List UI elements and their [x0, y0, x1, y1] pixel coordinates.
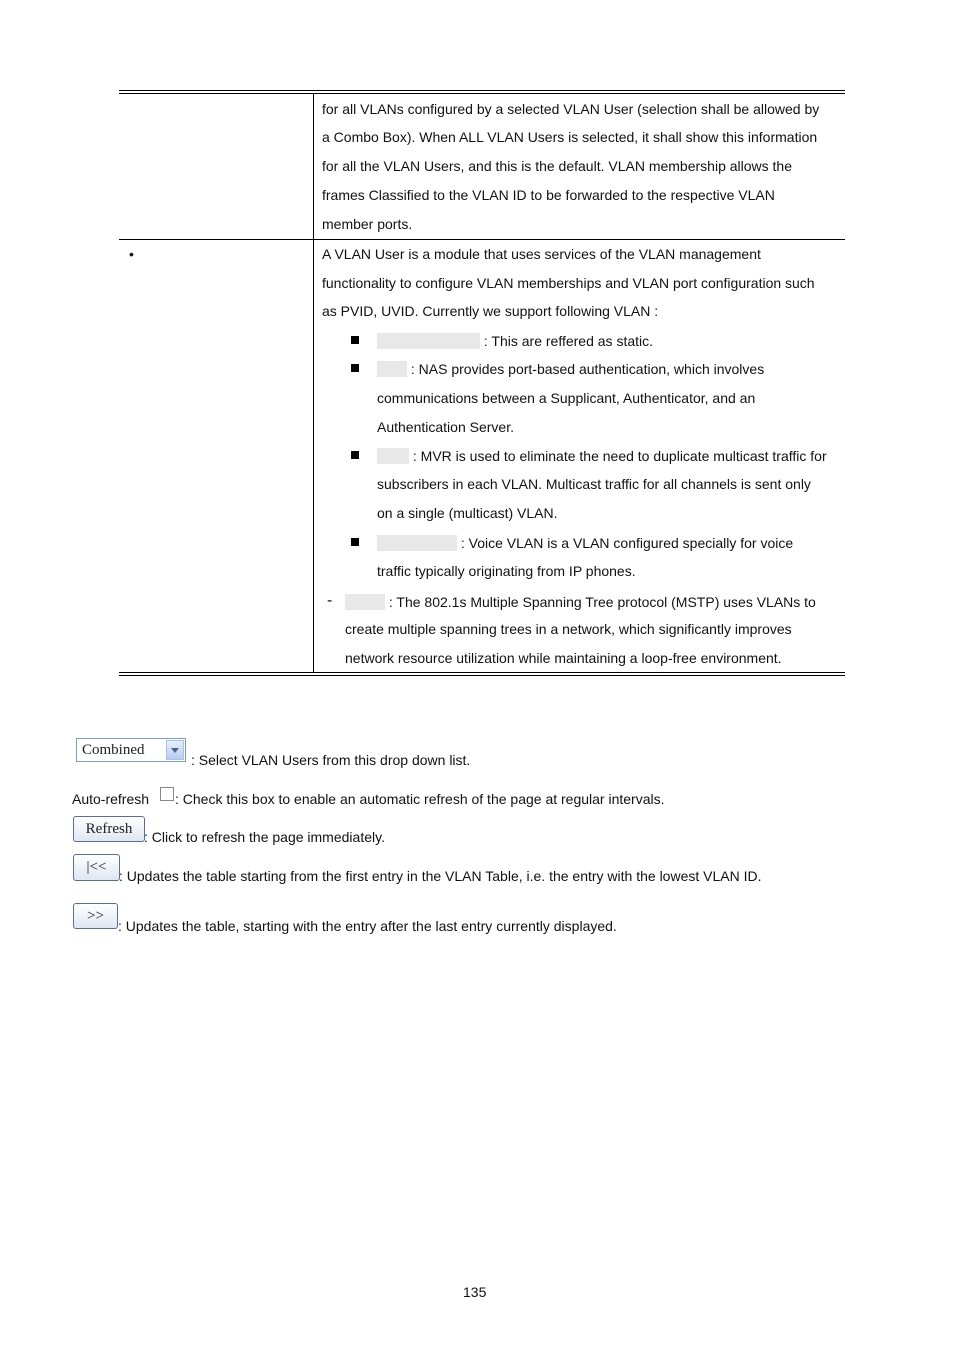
- next-page-desc: : Updates the table, starting with the entry after the last entry currently displayed.: [118, 918, 617, 934]
- row1-line-4: frames Classified to the VLAN ID to be forwarded to the respective VLAN: [322, 187, 775, 203]
- first-page-desc: : Updates the table starting from the first entry in the VLAN Table, i.e. the entry with the lowest VLAN ID.: [119, 868, 762, 884]
- voice-desc-1: : Voice VLAN is a VLAN configured specially for voice: [460, 535, 794, 551]
- mstp-desc-3: network resource utilization while maintaining a loop-free environment.: [345, 650, 782, 666]
- mstp-item: [345, 594, 816, 610]
- mvr-item: [377, 448, 827, 464]
- table-column-divider: [313, 94, 314, 672]
- row1-line-2: a Combo Box). When ALL VLAN Users is selected, it shall show this information: [322, 129, 818, 145]
- mvr-desc-2: subscribers in each VLAN. Multicast traffic for all channels is sent only: [377, 476, 811, 492]
- square-bullet-icon: [351, 538, 359, 546]
- mvr-desc-3: on a single (multicast) VLAN.: [377, 505, 558, 521]
- autorefresh-desc: : Check this box to enable an automatic refresh of the page at regular intervals.: [175, 791, 665, 807]
- static-desc: : This are reffered as static.: [483, 333, 654, 349]
- redacted-term: [377, 333, 480, 349]
- mstp-desc-2: create multiple spanning trees in a network, which significantly improves: [345, 621, 792, 637]
- mvr-desc-1: : MVR is used to eliminate the need to duplicate multicast traffic for: [412, 448, 827, 464]
- refresh-desc: : Click to refresh the page immediately.: [144, 829, 385, 845]
- table-row-divider: [119, 239, 845, 240]
- autorefresh-label: Auto-refresh: [72, 791, 150, 807]
- row1-line-5: member ports.: [322, 216, 413, 232]
- next-page-button[interactable]: >>: [73, 903, 118, 929]
- redacted-term: [377, 535, 457, 551]
- mstp-dash: -: [327, 592, 333, 609]
- chevron-down-icon[interactable]: [166, 740, 184, 760]
- row1-line-3: for all the VLAN Users, and this is the default. VLAN membership allows the: [322, 158, 792, 174]
- page-number: 135: [463, 1284, 487, 1300]
- static-item: [377, 333, 653, 349]
- row1-line-1: for all VLANs configured by a selected VLAN User (selection shall be allowed by: [322, 101, 820, 117]
- combo-desc: : Select VLAN Users from this drop down list.: [191, 752, 471, 768]
- square-bullet-icon: [351, 336, 359, 344]
- first-page-button[interactable]: |<<: [73, 854, 120, 881]
- row2-intro-3: as PVID, UVID. Currently we support following VLAN :: [322, 303, 659, 319]
- redacted-term: [345, 594, 385, 610]
- square-bullet-icon: [351, 451, 359, 459]
- vlan-user-select[interactable]: [76, 738, 186, 762]
- table-top-rule: [119, 90, 845, 91]
- table-top-rule-2: [119, 93, 845, 94]
- table-bottom-rule-2: [119, 675, 845, 676]
- nas-item: [377, 361, 764, 377]
- nas-desc-2: communications between a Supplicant, Authenticator, and an: [377, 390, 756, 406]
- table-bottom-rule: [119, 672, 845, 673]
- square-bullet-icon: [351, 364, 359, 372]
- nas-desc-1: : NAS provides port-based authentication, which involves: [410, 361, 765, 377]
- autorefresh-checkbox[interactable]: [160, 787, 174, 801]
- nas-desc-3: Authentication Server.: [377, 419, 514, 435]
- redacted-term: [377, 361, 407, 377]
- refresh-button[interactable]: Refresh: [73, 816, 145, 842]
- redacted-term: [377, 448, 409, 464]
- vlan-user-select-value: Combined: [82, 742, 145, 758]
- row2-bullet: •: [129, 246, 134, 262]
- row2-intro-1: A VLAN User is a module that uses services of the VLAN management: [322, 246, 761, 262]
- voice-desc-2: traffic typically originating from IP phones.: [377, 563, 636, 579]
- mstp-desc-1: : The 802.1s Multiple Spanning Tree protocol (MSTP) uses VLANs to: [388, 594, 816, 610]
- voice-item: [377, 535, 793, 551]
- row2-intro-2: functionality to configure VLAN memberships and VLAN port configuration such: [322, 275, 815, 291]
